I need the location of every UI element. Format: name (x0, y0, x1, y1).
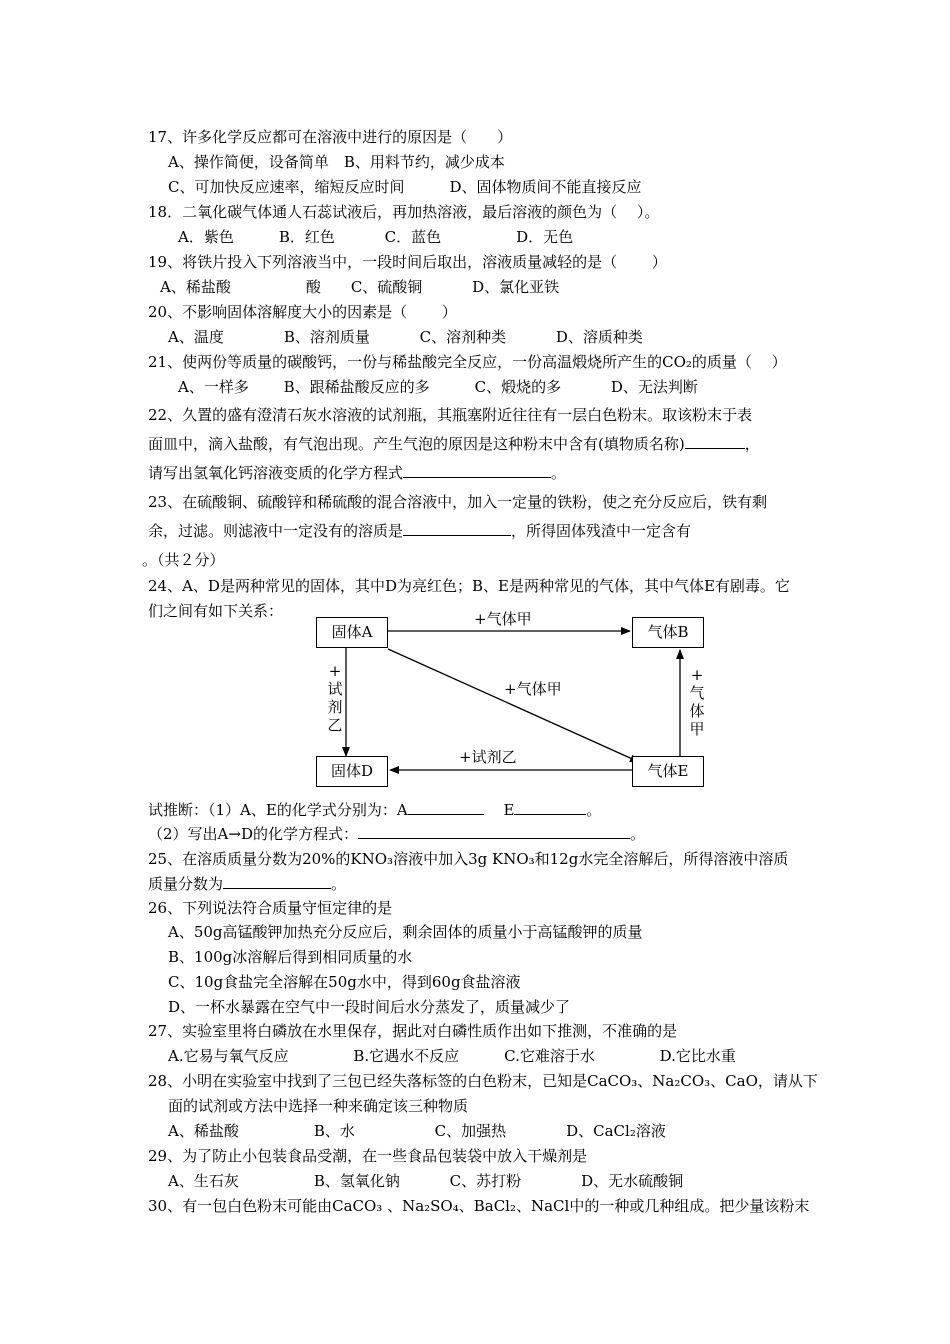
label-a-to-d-char: 乙 (327, 716, 343, 734)
label-e-to-b-char: 甲 (689, 720, 705, 738)
label-a-to-d-char: 试 (327, 680, 343, 698)
q24-infer: 试推断：（1）A、E的化学式分别为：A E 。 (148, 801, 602, 819)
q20-stem: 20、不影响固体溶解度大小的因素是（ ） (148, 303, 457, 321)
box-gas-b: 气体B (632, 617, 704, 648)
q23-line2: 余，过滤。则滤液中一定没有的溶质是 ，所得固体残渣中一定含有 (148, 522, 692, 540)
q28-line2: 面的试剂或方法中选择一种来确定该三种物质 (168, 1097, 469, 1115)
label-a-to-d (326, 662, 344, 734)
q29-options: A、生石灰 B、氢氧化钠 C、苏打粉 D、无水硫酸铜 (168, 1172, 684, 1190)
q26-option-a: A、50g高锰酸钾加热充分反应后，剩余固体的质量小于高锰酸钾的质量 (168, 923, 643, 941)
label-e-to-b-char: 气 (689, 684, 705, 702)
label-e-to-d: +试剂乙 (459, 748, 517, 766)
q26-stem: 26、下列说法符合质量守恒定律的是 (148, 899, 393, 917)
q21-stem: 21、使两份等质量的碳酸钙，一份与稀盐酸完全反应，一份高温煅烧所产生的CO₂的质量（ ） (148, 353, 787, 371)
label-a-to-e: +气体甲 (504, 680, 562, 698)
q28-options: A、稀盐酸 B、水 C、加强热 D、CaCl₂溶液 (168, 1122, 666, 1140)
q29-stem: 29、为了防止小包装食品受潮，在一些食品包装袋中放入干燥剂是 (148, 1147, 588, 1165)
q22-line3: 请写出氢氧化钙溶液变质的化学方程式 。 (148, 464, 567, 482)
q25-line1: 25、在溶质质量分数为20%的KNO₃溶液中加入3g KNO₃和12g水完全溶解后，所得溶液中溶质 (148, 850, 789, 868)
q23-line3: 。（共２分） (142, 551, 225, 569)
q20-options: A、温度 B、溶剂质量 C、溶剂种类 D、溶质种类 (168, 328, 643, 346)
q26-option-d: D、一杯水暴露在空气中一段时间后水分蒸发了，质量减少了 (168, 998, 571, 1016)
q22-line2: 面皿中，滴入盐酸，有气泡出现。产生气泡的原因是这种粉末中含有(填物质名称) ， (148, 435, 760, 453)
q25-line2: 质量分数为 。 (148, 875, 347, 893)
q19-options: A、稀盐酸 酸 C、硫酸铜 D、氯化亚铁 (160, 278, 560, 296)
q24-line1: 24、A、D是两种常见的固体，其中D为亮红色；B、E是两种常见的气体，其中气体E有剧毒。它 (148, 577, 790, 595)
q18-options: A．紫色 B．红色 C．蓝色 D．无色 (178, 228, 574, 246)
q30-line1: 30、有一包白色粉末可能由CaCO₃ 、Na₂SO₄、BaCl₂、NaCl中的一种或几种组成。把少量该粉末 (148, 1197, 810, 1215)
q27-stem: 27、实验室里将白磷放在水里保存，据此对白磷性质作出如下推测，不准确的是 (148, 1022, 678, 1040)
box-gas-e: 气体E (632, 756, 704, 787)
q18-stem: 18．二氧化碳气体通人石蕊试液后，再加热溶液，最后溶液的颜色为（ ）。 (148, 203, 660, 221)
q22-line1: 22、久置的盛有澄清石灰水溶液的试剂瓶，其瓶塞附近往往有一层白色粉末。取该粉末于表 (148, 406, 753, 424)
q17-stem: 17、许多化学反应都可在溶液中进行的原因是（ ） (148, 128, 513, 146)
q27-options: A.它易与氧气反应 B.它遇水不反应 C.它难溶于水 D.它比水重 (168, 1047, 736, 1065)
label-a-to-b: +气体甲 (474, 610, 532, 628)
q19-stem: 19、将铁片投入下列溶液当中，一段时间后取出，溶液质量减轻的是（ ） (148, 253, 667, 271)
q24-sub2: （2）写出A→D的化学方程式： 。 (148, 825, 645, 843)
label-e-to-b-char: + (690, 666, 704, 684)
q28-line1: 28、小明在实验室中找到了三包已经失落标签的白色粉末，已知是CaCO₃、Na₂CO₃、CaO，请从下 (148, 1072, 818, 1090)
label-e-to-b-char: 体 (689, 702, 705, 720)
q24-line2: 们之间有如下关系： (148, 602, 284, 620)
q23-line1: 23、在硫酸铜、硫酸锌和稀硫酸的混合溶液中，加入一定量的铁粉，使之充分反应后，铁有剩 (148, 493, 768, 511)
q21-options: A、一样多 B、跟稀盐酸反应的多 C、煅烧的多 D、无法判断 (178, 378, 698, 396)
q26-option-b: B、100g冰溶解后得到相同质量的水 (168, 948, 413, 966)
q17-options-cd: C、可加快反应速率，缩短反应时间 D、固体物质间不能直接反应 (168, 178, 642, 196)
label-e-to-b (688, 666, 706, 738)
q26-option-c: C、10g食盐完全溶解在50g水中，得到60g食盐溶液 (168, 973, 521, 991)
q17-options-ab: A、操作简便，设备简单 B、用料节约，减少成本 (168, 153, 505, 171)
box-solid-d: 固体D (316, 756, 388, 787)
label-a-to-d-char: + (328, 662, 342, 680)
label-a-to-d-char: 剂 (327, 698, 343, 716)
box-solid-a: 固体A (316, 617, 388, 648)
